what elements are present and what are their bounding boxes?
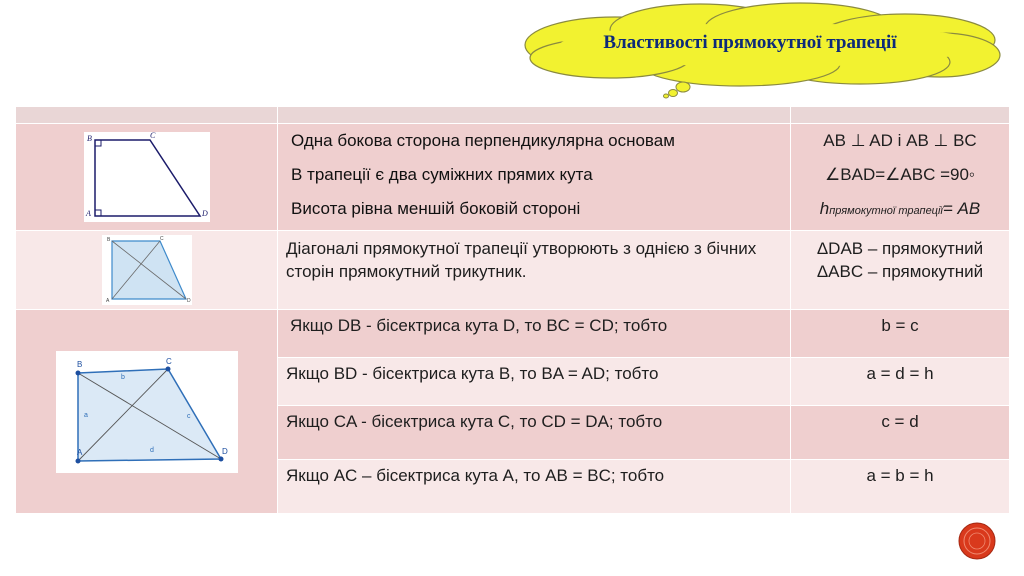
statement-cell (278, 406, 791, 460)
vertex-label: A (85, 209, 91, 218)
height-symbol: h (819, 199, 830, 218)
statement-cell (278, 460, 791, 514)
vertex-label: A (76, 447, 82, 457)
side-label: a (83, 411, 88, 419)
formula-cell (791, 124, 1010, 231)
formula-cell (791, 231, 1010, 310)
figure-cell (16, 310, 278, 514)
result-text: b = c (881, 316, 919, 335)
statement-text: Якщо CA - бісектриса кута C, то CD = DA; тобто (286, 412, 663, 431)
vertex-label: D (186, 298, 191, 304)
statement-text: В трапеції є два суміжних прямих кута (291, 165, 593, 184)
height-subscript: прямокутної трапеції (829, 205, 943, 217)
figure-cell (16, 231, 278, 310)
side-label: d (149, 446, 154, 454)
diagonals-figure (102, 235, 192, 305)
vertex-label: C (165, 356, 172, 366)
trapezoid-figure (84, 132, 210, 222)
result-cell (791, 406, 1010, 460)
table-row (16, 231, 1010, 310)
vertex-label: B (76, 359, 82, 369)
vertex-label: D (201, 209, 208, 218)
header-cell (791, 107, 1010, 124)
statement-text: Діагоналі прямокутної трапеції утворюють з однією з бічних сторін прямокутний трикутник. (286, 239, 757, 281)
next-slide-button[interactable] (957, 521, 997, 561)
statement-cell (278, 310, 791, 358)
table-header-row (16, 107, 1010, 124)
result-cell (791, 460, 1010, 514)
result-text: a = b = h (866, 466, 934, 485)
height-equals: = AB (942, 199, 981, 218)
formula-text: ΔDAB – прямокутний (816, 239, 984, 258)
vertex-label: C (159, 236, 164, 242)
statement-text: Якщо AC – бісектриса кута A, то AB = BC; тобто (286, 466, 665, 485)
formula-text: AB ⊥ AD і AB ⊥ BC (823, 131, 977, 150)
vertex-label: A (105, 298, 109, 304)
vertex-label: B (106, 237, 110, 243)
figure-cell (16, 124, 278, 231)
statement-cell (278, 231, 791, 310)
result-cell (791, 358, 1010, 406)
header-cell (16, 107, 278, 124)
properties-table (15, 106, 1010, 514)
statement-cell (278, 124, 791, 231)
formula-text: ΔABC – прямокутний (816, 262, 984, 281)
vertex-label: B (86, 134, 92, 143)
header-cell (278, 107, 791, 124)
height-formula (791, 192, 1009, 228)
side-label: c (186, 412, 190, 420)
vertex-label: D (221, 446, 228, 456)
table-row (16, 310, 1010, 358)
statement-cell (278, 358, 791, 406)
statement-text: Висота рівна меншій боковій стороні (291, 199, 581, 218)
formula-text: ∠BAD=∠ABC =90◦ (825, 165, 975, 184)
side-label: b (120, 373, 125, 381)
statement-text: Одна бокова сторона перпендикулярна основам (291, 131, 675, 150)
result-cell (791, 310, 1010, 358)
statement-text: Якщо DB - бісектриса кута D, то BC = CD; тобто (290, 316, 668, 335)
vertex-label: C (149, 132, 155, 140)
result-text: c = d (881, 412, 919, 431)
result-text: a = d = h (866, 364, 934, 383)
bisector-figure (56, 351, 238, 473)
table-row (16, 124, 1010, 231)
slide-title: Властивості прямокутної трапеції (603, 32, 897, 53)
statement-text: Якщо BD - бісектриса кута B, то BA = AD; тобто (286, 364, 659, 383)
